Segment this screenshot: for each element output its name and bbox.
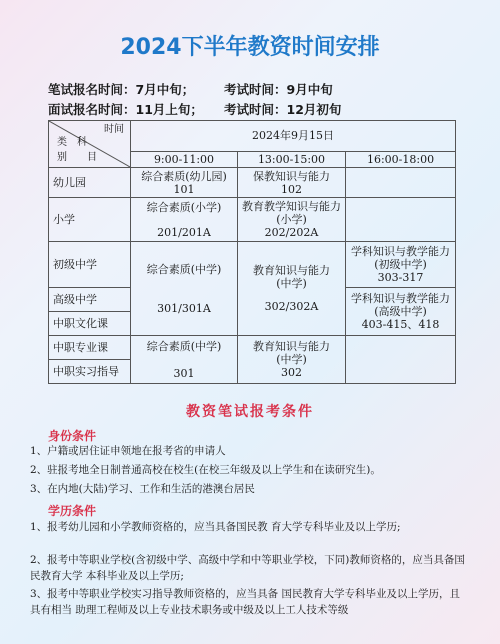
written-reg-time: 笔试报名时间：7月中旬； [48,82,195,97]
education-item-1: 1、报考幼儿园和小学教师资格的，应当具备国民教 育大学专科毕业及以上学历; [30,521,401,533]
primary-s2: 教育教学知识与能力 (小学) 202/202A [238,198,346,242]
row-kindergarten: 幼儿园 [49,168,131,198]
vocational-s2: 教育知识与能力 (中学) 302 [238,336,346,384]
row-senior: 高级中学 [49,288,131,312]
vocational-s1: 综合素质(中学) 301 [131,336,238,384]
primary-s3 [346,198,456,242]
row-junior: 初级中学 [49,242,131,288]
page-title: 2024下半年教资时间安排 [120,35,380,60]
education-title: 学历条件 [48,504,97,518]
vocational-s3 [346,336,456,384]
identity-item-3: 3、在内地(大陆)学习、工作和生活的港澳台居民 [30,483,255,495]
identity-item-2: 2、驻报考地全日制普通高校在校生(在校三年级及以上学生和在读研究生)。 [30,464,381,476]
primary-s1: 综合素质(小学) 201/201A [131,198,238,242]
row-vocational-culture: 中职文化课 [49,312,131,336]
kindergarten-s3 [346,168,456,198]
written-exam-time: 考试时间：9月中旬 [224,82,333,97]
identity-title: 身份条件 [48,429,97,443]
slot-2: 13:00-15:00 [238,151,346,167]
written-info [48,80,333,98]
interview-reg-time: 面试报名时间：11月上旬； [48,102,203,117]
header-diagonal-cell [49,121,131,168]
kindergarten-s2: 保教知识与能力 102 [238,168,346,198]
requirements-title: 教资笔试报考条件 [186,404,314,420]
interview-info [48,100,342,118]
identity-item-1: 1、户籍或居住证申领地在报考省的申请人 [30,445,226,457]
middle-s2: 教育知识与能力 (中学) 302/302A [238,242,346,336]
slot-3: 16:00-18:00 [346,151,456,167]
header-subject-label: 别 目 [57,152,97,163]
schedule-table [48,120,456,384]
education-item-2: 2、报考中等职业学校(含初级中学、高级中学和中等职业学校，下同)教师资格的，应当具备国民教育大学 本科毕业及以上学历; [30,554,465,582]
row-vocational-pro: 中职专业课 [49,336,131,360]
education-item-3: 3、报考中等职业学校实习指导教师资格的，应当具备 国民教育大学专科毕业及以上学历，且具有相当 助理工程师及以上专业技术职务或中级及以上工人技术等级 [30,588,461,616]
kindergarten-s1: 综合素质(幼儿园) 101 [131,168,238,198]
interview-exam-time: 考试时间：12月初旬 [224,102,342,117]
junior-s3: 学科知识与教学能力 (初级中学) 303-317 [346,242,456,288]
exam-date: 2024年9月15日 [131,121,456,152]
header-category-label: 类 科 [57,137,87,148]
header-time-label: 时间 [104,124,124,135]
row-primary: 小学 [49,198,131,242]
middle-s1: 综合素质(中学) 301/301A [131,242,238,336]
slot-1: 9:00-11:00 [131,151,238,167]
senior-s3: 学科知识与教学能力 (高级中学) 403-415、418 [346,288,456,336]
row-vocational-intern: 中职实习指导 [49,360,131,384]
